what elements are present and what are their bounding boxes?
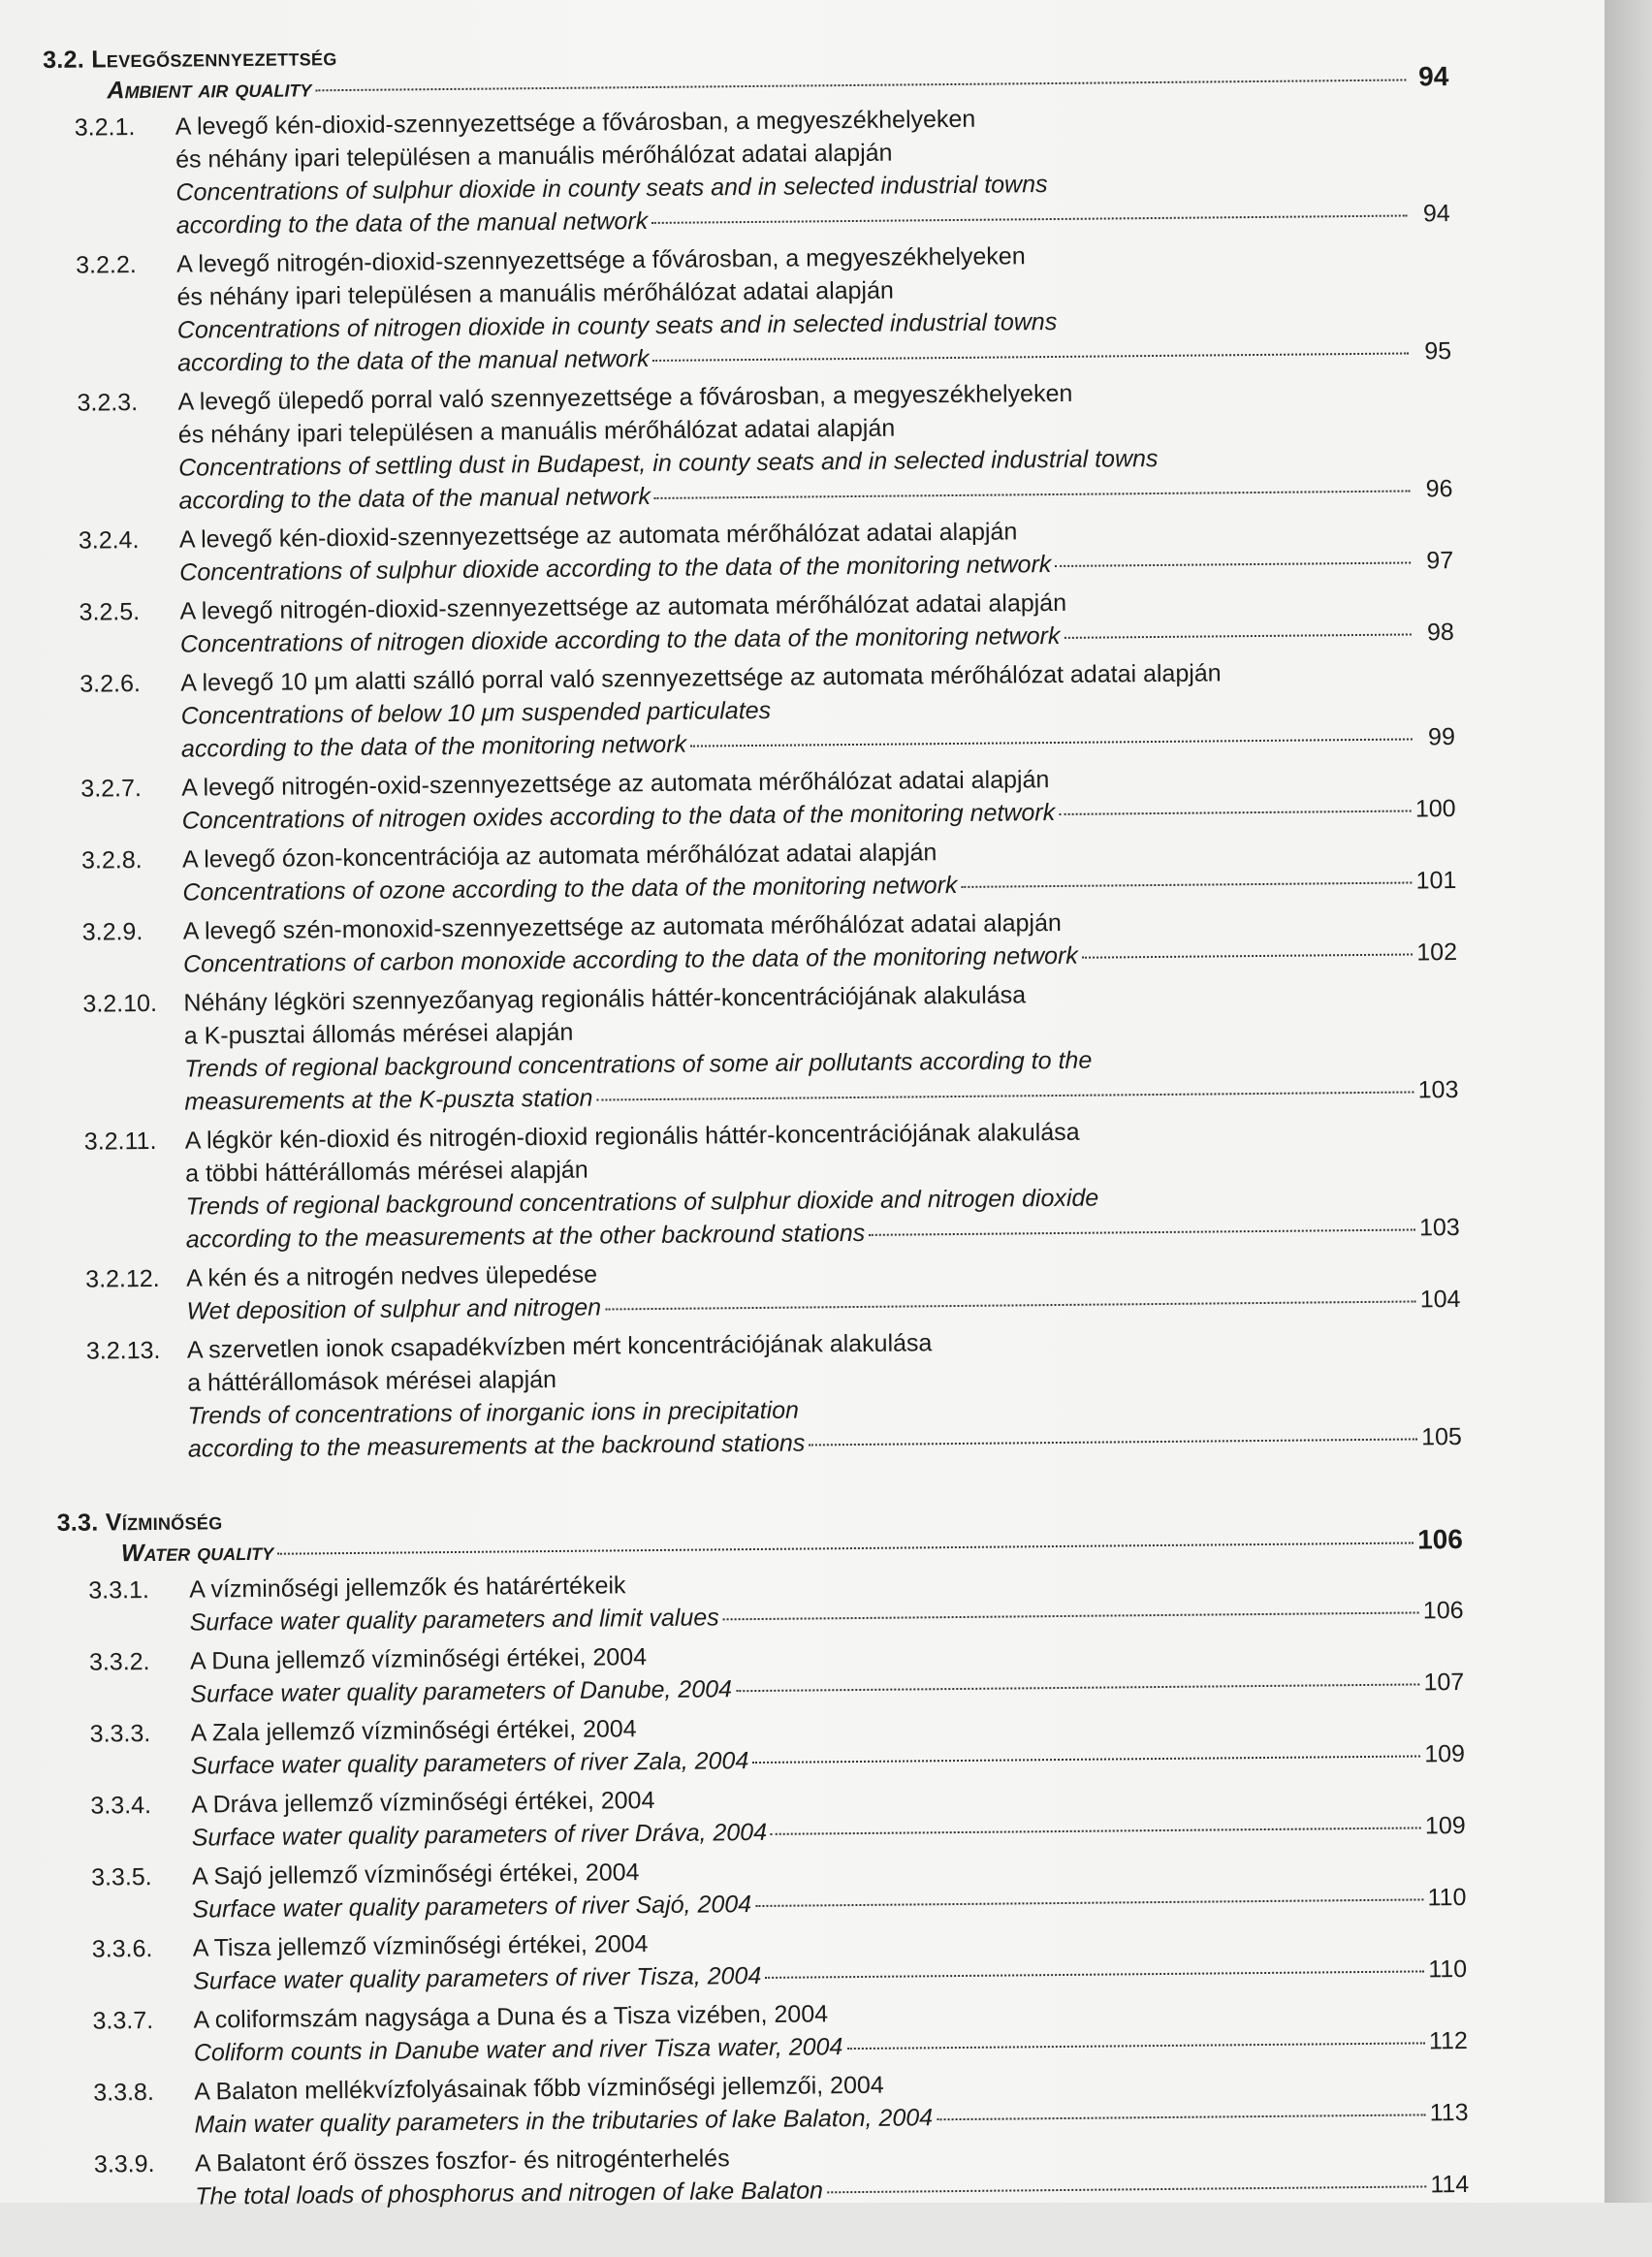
page-number: 103 xyxy=(1418,1214,1460,1242)
toc-entry[interactable] xyxy=(46,373,1452,519)
dot-leader xyxy=(277,1542,1414,1554)
page-number: 101 xyxy=(1415,867,1457,895)
entry-title-en-text: Concentrations of nitrogen oxides according to the data of the monitoring network xyxy=(181,799,1056,835)
page-number: 97 xyxy=(1426,547,1454,575)
entry-title-hu: A coliformszám nagysága a Duna és a Tisza vizében, 2004 xyxy=(193,2000,829,2034)
entry-title-hu: A Zala jellemző vízminőségi értékei, 2004 xyxy=(190,1715,637,1747)
entry-title-hu: A levegő nitrogén-dioxid-szennyezettsége a fővárosban, a megyeszékhelyeken xyxy=(176,242,1026,278)
dot-leader xyxy=(869,1228,1415,1235)
dot-leader xyxy=(809,1438,1417,1446)
page-number: 99 xyxy=(1427,723,1456,751)
section xyxy=(43,33,1462,1467)
dot-leader xyxy=(723,1611,1419,1620)
dot-leader xyxy=(846,2042,1424,2050)
entry-title-hu: A kén és a nitrogén nedves ülepedése xyxy=(186,1260,598,1292)
entry-body xyxy=(185,1112,1460,1256)
entry-title-en-text: Concentrations of ozone according to the data of the monitoring network xyxy=(182,871,958,906)
entry-title-hu: A Sajó jellemző vízminőségi értékei, 2004 xyxy=(191,1859,640,1891)
toc-entry[interactable] xyxy=(48,654,1455,767)
entry-number: 3.3.4. xyxy=(90,1792,152,1820)
dot-leader xyxy=(1082,953,1414,958)
entry-title-hu: a háttérállomások mérései alapján xyxy=(187,1365,557,1397)
entry-title-en-text: Surface water quality parameters of Danube, 2004 xyxy=(190,1675,733,1708)
entry-body xyxy=(181,759,1456,838)
section-title-hu: Levegőszennyezettség xyxy=(91,44,337,74)
dot-leader xyxy=(654,490,1411,498)
section xyxy=(56,1496,1469,2214)
entry-title-hu: a többi háttérállomás mérései alapján xyxy=(185,1156,588,1188)
dot-leader xyxy=(1055,561,1411,567)
entry-body xyxy=(182,831,1457,909)
entry-title-en: Trends of regional background concentrations of sulphur dioxide and nitrogen dioxide xyxy=(185,1184,1099,1221)
dot-leader xyxy=(937,2114,1425,2120)
entry-number: 3.2.8. xyxy=(80,846,143,874)
dot-leader xyxy=(765,1970,1424,1979)
page-number: 114 xyxy=(1430,2170,1470,2199)
entry-title-hu: A Balaton mellékvízfolyásainak főbb vízminőségi jellemzői, 2004 xyxy=(194,2071,884,2106)
entry-body xyxy=(176,236,1451,380)
toc-entry[interactable] xyxy=(53,1112,1460,1257)
dot-leader xyxy=(771,1827,1421,1834)
entry-title-en: Concentrations of settling dust in Budapest, in county seats and in selected industrial towns xyxy=(178,444,1159,482)
toc-entry[interactable] xyxy=(60,1848,1467,1927)
entry-title-en: Concentrations of nitrogen dioxide in county seats and in selected industrial towns xyxy=(176,307,1058,344)
entry-title-en: Concentrations of sulphur dioxide in county seats and in selected industrial towns xyxy=(175,171,1048,207)
page-number: 107 xyxy=(1423,1669,1465,1697)
dot-leader xyxy=(961,881,1412,887)
entry-title-en-text: according to the data of the manual network xyxy=(177,345,650,377)
dot-leader xyxy=(690,738,1413,747)
toc-entry[interactable] xyxy=(59,1776,1466,1856)
toc-entry[interactable] xyxy=(48,511,1454,590)
entry-title-hu: A légkör kén-dioxid és nitrogén-dioxid regionális háttér-koncentrációjának alakulása xyxy=(184,1118,1080,1155)
page-number: 100 xyxy=(1414,795,1456,823)
entry-title-en: Concentrations of below 10 μm suspended particulates xyxy=(180,696,772,730)
dot-leader xyxy=(1064,633,1412,638)
dot-leader xyxy=(605,1300,1416,1310)
table-of-contents xyxy=(43,33,1470,2257)
toc-entry[interactable] xyxy=(48,583,1454,662)
page-number: 113 xyxy=(1429,2098,1469,2127)
dot-leader xyxy=(752,1755,1420,1764)
entry-body xyxy=(192,1848,1467,1926)
entry-title-hu: A levegő ülepedő porral való szennyezettsége a fővárosban, a megyeszékhelyeken xyxy=(177,379,1073,416)
entry-title-hu: A szervetlen ionok csapadékvízben mért koncentrációjának alakulása xyxy=(186,1329,933,1364)
entry-number: 3.2.3. xyxy=(77,389,139,417)
entry-title-en-text: Surface water quality parameters and limit values xyxy=(189,1604,719,1637)
entry-body xyxy=(187,1321,1462,1466)
toc-entry[interactable] xyxy=(55,1321,1462,1467)
page-number: 95 xyxy=(1424,337,1452,366)
toc-entry[interactable] xyxy=(51,974,1458,1120)
entry-title-hu: A levegő ózon-koncentrációja az automata mérőhálózat adatai alapján xyxy=(181,839,937,874)
entry-number: 3.2.10. xyxy=(82,989,158,1018)
page-number: 102 xyxy=(1416,938,1458,967)
page-number: 94 xyxy=(1422,200,1450,228)
entry-number: 3.3.9. xyxy=(93,2149,155,2178)
page-number: 98 xyxy=(1426,619,1454,647)
entry-title-hu: A vízminőségi jellemzők és határértékeik xyxy=(189,1572,626,1604)
entry-number: 3.3.3. xyxy=(89,1720,151,1748)
section-number: 3.3. xyxy=(56,1509,99,1537)
entry-body xyxy=(177,373,1452,518)
dot-leader xyxy=(315,79,1406,92)
page-number: 104 xyxy=(1419,1286,1461,1314)
page-number: 109 xyxy=(1424,1740,1466,1768)
page-number: 103 xyxy=(1417,1076,1459,1104)
entry-body xyxy=(175,98,1450,242)
entry-body xyxy=(193,1920,1468,1998)
entry-title-en-text: measurements at the K-puszta station xyxy=(184,1084,593,1116)
entry-body xyxy=(183,974,1458,1119)
entry-title-en-text: The total loads of phosphorus and nitrogen of lake Balaton xyxy=(195,2177,824,2210)
dot-leader xyxy=(651,214,1408,223)
toc-entry[interactable] xyxy=(62,2063,1469,2143)
entry-body xyxy=(179,511,1454,589)
entry-title-hu: A Balatont érő összes foszfor- és nitrogénterhelés xyxy=(194,2145,730,2178)
toc-entry[interactable] xyxy=(58,1633,1465,1712)
toc-entry[interactable] xyxy=(57,1561,1464,1640)
entry-title-hu: A levegő kén-dioxid-szennyezettsége az automata mérőhálózat adatai alapján xyxy=(178,518,1018,554)
dot-leader xyxy=(653,352,1410,361)
dot-leader xyxy=(755,1898,1423,1907)
entry-title-en-text: Surface water quality parameters of river Tisza, 2004 xyxy=(193,1961,762,1995)
entry-title-en-text: Surface water quality parameters of river Dráva, 2004 xyxy=(191,1818,768,1852)
section-title-en-text: Ambient air quality xyxy=(107,75,312,105)
entry-body xyxy=(183,903,1458,981)
entry-number: 3.2.6. xyxy=(79,670,142,698)
entry-title-hu: Néhány légköri szennyezőanyag regionális háttér-koncentrációjának alakulása xyxy=(183,981,1027,1017)
entry-number: 3.2.13. xyxy=(85,1336,161,1365)
toc-entry[interactable] xyxy=(49,759,1456,839)
entry-title-hu: A levegő nitrogén-dioxid-szennyezettsége az automata mérőhálózat adatai alapján xyxy=(179,588,1067,625)
page-number: 109 xyxy=(1424,1811,1466,1840)
entry-title-en-text: Main water quality parameters in the tributaries of lake Balaton, 2004 xyxy=(194,2104,934,2139)
entry-number: 3.2.12. xyxy=(85,1264,160,1293)
dot-leader xyxy=(596,1091,1414,1100)
entry-body xyxy=(191,1776,1466,1855)
dot-leader xyxy=(1059,810,1412,814)
entry-number: 3.3.1. xyxy=(88,1576,149,1605)
section-number: 3.2. xyxy=(43,46,85,74)
entry-body xyxy=(194,2063,1469,2142)
entry-number: 3.2.2. xyxy=(76,251,137,279)
entry-number: 3.3.2. xyxy=(88,1648,150,1676)
entry-title-en-text: according to the data of the manual network xyxy=(178,483,651,515)
section-title-hu: Vízminőség xyxy=(105,1508,223,1537)
entry-title-en-text: according to the measurements at the backround stations xyxy=(187,1429,806,1463)
dot-leader xyxy=(827,2185,1426,2193)
toc-entry[interactable] xyxy=(45,236,1451,381)
entry-title-hu: és néhány ipari településen a manuális mérőhálózat adatai alapján xyxy=(175,139,893,174)
toc-entry[interactable] xyxy=(50,831,1457,910)
page-number: 110 xyxy=(1428,1955,1468,1984)
section-title-en-text: Water quality xyxy=(120,1538,274,1568)
entry-title-en-text: according to the data of the monitoring network xyxy=(180,730,687,763)
entry-title-en-text: Surface water quality parameters of river Zala, 2004 xyxy=(190,1747,749,1780)
entry-title-en-text: Wet deposition of sulphur and nitrogen xyxy=(186,1293,602,1325)
page-edge xyxy=(1604,0,1652,2203)
entry-body xyxy=(193,1991,1468,2070)
entry-number: 3.3.7. xyxy=(92,2006,154,2035)
entry-title-hu: és néhány ipari településen a manuális mérőhálózat adatai alapján xyxy=(176,276,894,311)
entry-number: 3.2.7. xyxy=(80,775,143,803)
entry-title-en-text: according to the data of the manual network xyxy=(175,207,649,239)
page-number: 106 xyxy=(1422,1597,1464,1625)
toc-entry[interactable] xyxy=(44,98,1450,243)
page-number: 106 xyxy=(1416,1524,1463,1555)
entry-title-en-text: Coliform counts in Danube water and river Tisza water, 2004 xyxy=(193,2033,843,2067)
entry-title-en-text: Concentrations of carbon monoxide according to the data of the monitoring network xyxy=(182,941,1078,978)
dot-leader xyxy=(736,1683,1420,1692)
entry-title-hu: A levegő 10 μm alatti szálló porral való szennyezettsége az automata mérőhálózat adatai alapján xyxy=(180,659,1222,697)
entry-body xyxy=(190,1633,1465,1711)
page-number: 94 xyxy=(1418,61,1449,92)
entry-body xyxy=(180,654,1455,766)
entry-title-hu: A levegő kén-dioxid-szennyezettsége a fővárosban, a megyeszékhelyeken xyxy=(175,105,976,141)
entry-title-en: Trends of concentrations of inorganic ions in precipitation xyxy=(187,1396,800,1430)
entry-title-en-text: Concentrations of nitrogen dioxide according to the data of the monitoring network xyxy=(179,621,1061,658)
toc-entry[interactable] xyxy=(54,1250,1461,1329)
toc-entry[interactable] xyxy=(51,903,1458,982)
page-number: 112 xyxy=(1428,2026,1468,2055)
entry-body xyxy=(179,583,1454,661)
entry-title-hu: a K-pusztai állomás mérései alapján xyxy=(183,1018,574,1050)
entry-title-hu: A Tisza jellemző vízminőségi értékei, 2004 xyxy=(192,1930,649,1962)
entry-number: 3.2.4. xyxy=(78,526,140,555)
page-number: 96 xyxy=(1425,475,1453,503)
entry-title-hu: A levegő nitrogén-oxid-szennyezettsége az automata mérőhálózat adatai alapján xyxy=(181,766,1050,802)
entry-title-hu: A Duna jellemző vízminőségi értékei, 2004 xyxy=(189,1643,648,1675)
entry-title-hu: A levegő szén-monoxid-szennyezettsége az automata mérőhálózat adatai alapján xyxy=(182,908,1062,945)
entry-title-en: Trends of regional background concentrations of some air pollutants according to the xyxy=(183,1046,1093,1083)
entry-title-en-text: Concentrations of sulphur dioxide according to the data of the monitoring network xyxy=(179,551,1052,587)
entry-number: 3.3.5. xyxy=(90,1863,152,1891)
entry-body xyxy=(191,1704,1466,1783)
entry-title-hu: A Dráva jellemző vízminőségi értékei, 2004 xyxy=(191,1787,655,1819)
entry-title-en-text: according to the measurements at the other backround stations xyxy=(185,1219,866,1254)
toc-entry[interactable] xyxy=(59,1704,1466,1784)
entry-number: 3.3.8. xyxy=(93,2078,154,2107)
toc-entry[interactable] xyxy=(61,1920,1468,1999)
toc-entry[interactable] xyxy=(61,1991,1468,2071)
entry-title-en-text: Surface water quality parameters of river Sajó, 2004 xyxy=(192,1891,752,1923)
entry-number: 3.3.6. xyxy=(91,1935,153,1963)
entry-number: 3.2.5. xyxy=(79,598,141,626)
page-number: 110 xyxy=(1427,1883,1467,1912)
entry-number: 3.2.11. xyxy=(83,1127,157,1156)
page-number: 105 xyxy=(1420,1423,1462,1451)
entry-body xyxy=(186,1250,1461,1328)
entry-number: 3.2.1. xyxy=(74,113,136,142)
entry-number: 3.2.9. xyxy=(81,918,143,946)
entry-title-hu: és néhány ipari településen a manuális mérőhálózat adatai alapján xyxy=(177,414,896,449)
entry-body xyxy=(195,2135,1470,2213)
entry-body xyxy=(189,1561,1464,1639)
